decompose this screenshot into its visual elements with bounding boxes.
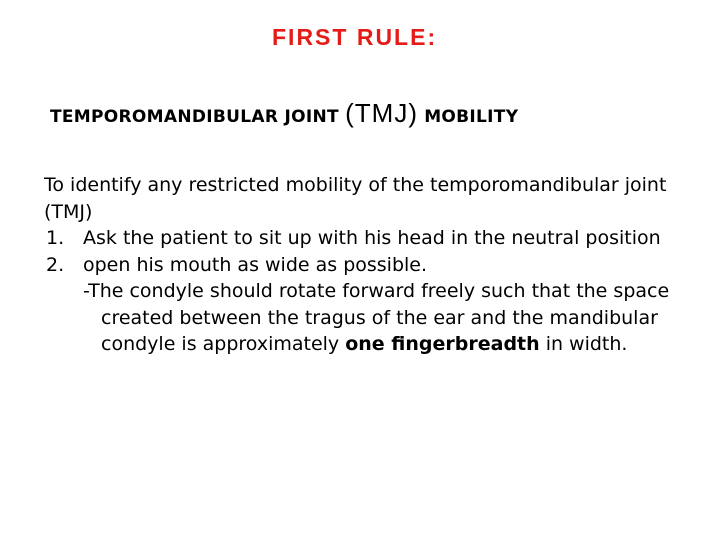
step-item-1 [44, 225, 694, 252]
note-lead: -The condyle should rotate forward freely such that the space created between the tragus of the ear and the mandibular condyle is approximately [83, 280, 670, 355]
condyle-note-text [83, 278, 694, 358]
step-number-1: 1. [46, 227, 65, 249]
step-text-1: Ask the patient to sit up with his head in the neutral position [83, 227, 661, 249]
slide-subtitle [50, 98, 518, 129]
step-number-2: 2. [46, 253, 65, 276]
slide-body [44, 172, 694, 358]
subtitle-prefix: TEMPOROMANDIBULAR JOINT [50, 107, 346, 127]
step-text-2: open his mouth as wide as possible. [83, 253, 428, 276]
note-emphasis: one fingerbreadth [345, 333, 540, 355]
steps-list [44, 225, 694, 278]
condyle-note [44, 278, 694, 358]
slide-title-bar [0, 24, 720, 64]
subtitle-tmj: (TMJ) [345, 98, 418, 128]
note-tail: in width. [539, 333, 628, 355]
slide-title: FIRST RULE: [272, 24, 438, 50]
subtitle-suffix: MOBILITY [417, 107, 519, 127]
intro-paragraph: To identify any restricted mobility of the temporomandibular joint (TMJ) [44, 174, 667, 223]
step-item-2 [44, 252, 694, 279]
